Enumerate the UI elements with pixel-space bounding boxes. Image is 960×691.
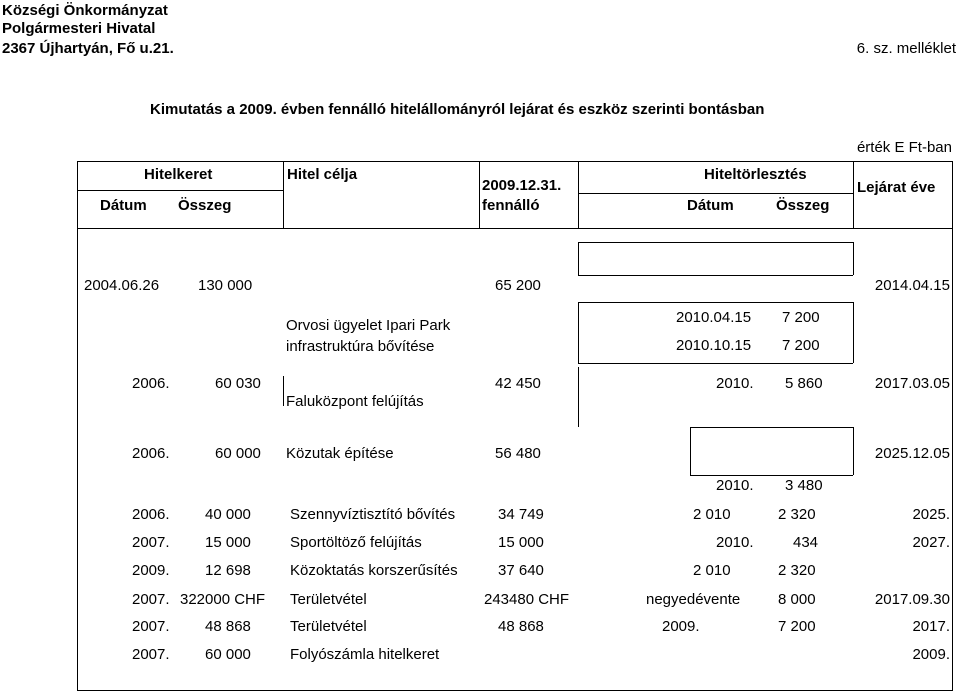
unit-label: érték E Ft-ban: [856, 139, 952, 156]
cell-lejarat: 2027.: [912, 534, 950, 551]
cell-lejarat: 2025.: [912, 506, 950, 523]
cell-lejarat: 2017.03.05: [874, 375, 950, 392]
cell-torl-datum: 2010.10.15: [676, 337, 752, 354]
cell-cel: Folyószámla hitelkeret: [290, 646, 440, 663]
cell-torl-osszeg: 434: [793, 534, 819, 551]
cell-datum: 2006.: [132, 375, 170, 392]
cell-datum: 2006.: [132, 445, 170, 462]
cell-torl-osszeg: 7 200: [778, 618, 816, 635]
cell-datum: 2009.: [132, 562, 170, 579]
cell-cel: Sportöltöző felújítás: [290, 534, 422, 551]
cell-osszeg: 60 000: [205, 646, 251, 663]
cell-torl-datum: 2010.: [716, 375, 754, 392]
cell-torl-datum: 2 010: [693, 506, 731, 523]
cell-torl-datum: 2010.: [716, 477, 754, 494]
cell-datum: 2007.: [132, 591, 170, 608]
col-osszeg: Összeg: [178, 197, 232, 214]
col-torl-osszeg: Összeg: [776, 197, 830, 214]
col-hitel-celja: Hitel célja: [287, 166, 358, 183]
cell-torl-datum: negyedévente: [646, 591, 741, 608]
cell-torl-osszeg: 7 200: [782, 309, 820, 326]
cell-lejarat: 2017.: [912, 618, 950, 635]
cell-fennallo: 48 868: [498, 618, 544, 635]
cell-fennallo: 56 480: [495, 445, 541, 462]
cell-torl-datum: 2 010: [693, 562, 731, 579]
col-hiteltorlesztes: Hiteltörlesztés: [704, 166, 807, 183]
col-lejarat: Lejárat éve: [857, 179, 936, 196]
cell-osszeg: 12 698: [205, 562, 251, 579]
org-office: Polgármesteri Hivatal: [2, 20, 156, 37]
cell-cel: Területvétel: [290, 591, 367, 608]
cell-datum: 2007.: [132, 618, 170, 635]
col-torl-datum: Dátum: [687, 197, 734, 214]
cell-lejarat: 2025.12.05: [874, 445, 950, 462]
org-address: 2367 Újhartyán, Fő u.21.: [2, 40, 174, 57]
cell-fennallo: 65 200: [495, 277, 541, 294]
col-hitelkeret: Hitelkeret: [144, 166, 213, 183]
cell-torl-osszeg: 2 320: [778, 506, 816, 523]
cell-osszeg: 48 868: [205, 618, 251, 635]
cell-cel: Területvétel: [290, 618, 367, 635]
cell-torl-datum: 2010.: [716, 534, 754, 551]
cell-fennallo: 15 000: [498, 534, 544, 551]
cell-fennallo: 243480 CHF: [484, 591, 570, 608]
cell-osszeg: 130 000: [198, 277, 253, 294]
col-fennallo: fennálló: [482, 197, 540, 214]
cell-lejarat: 2017.09.30: [874, 591, 950, 608]
cell-lejarat: 2014.04.15: [874, 277, 950, 294]
cell-torl-osszeg: 5 860: [785, 375, 823, 392]
cell-torl-osszeg: 8 000: [778, 591, 816, 608]
cell-torl-datum: 2010.04.15: [676, 309, 752, 326]
cell-cel: Közoktatás korszerűsítés: [290, 562, 458, 579]
cell-osszeg: 60 000: [215, 445, 261, 462]
page-title: Kimutatás a 2009. évben fennálló hitelállományról lejárat és eszköz szerinti bontásban: [150, 101, 765, 118]
cell-osszeg: 15 000: [205, 534, 251, 551]
cell-torl-osszeg: 7 200: [782, 337, 820, 354]
cell-datum: 2007.: [132, 534, 170, 551]
cell-lejarat: 2009.: [912, 646, 950, 663]
col-fennallo-date: 2009.12.31.: [482, 177, 562, 194]
cell-datum: 2004.06.26: [84, 277, 160, 294]
cell-torl-osszeg: 3 480: [785, 477, 823, 494]
cell-datum: 2006.: [132, 506, 170, 523]
cell-torl-osszeg: 2 320: [778, 562, 816, 579]
cell-cel: infrastruktúra bővítése: [286, 338, 435, 355]
cell-fennallo: 42 450: [495, 375, 541, 392]
cell-osszeg: 322000 CHF: [180, 591, 266, 608]
cell-osszeg: 40 000: [205, 506, 251, 523]
org-name: Községi Önkormányzat: [2, 2, 168, 19]
cell-cel: Orvosi ügyelet Ipari Park: [286, 317, 451, 334]
cell-fennallo: 37 640: [498, 562, 544, 579]
cell-cel: Faluközpont felújítás: [286, 393, 424, 410]
cell-fennallo: 34 749: [498, 506, 544, 523]
cell-datum: 2007.: [132, 646, 170, 663]
cell-cel: Közutak építése: [286, 445, 394, 462]
cell-torl-datum: 2009.: [662, 618, 700, 635]
cell-cel: Szennyvíztisztító bővítés: [290, 506, 456, 523]
col-datum: Dátum: [100, 197, 147, 214]
annex-label: 6. sz. melléklet: [856, 40, 956, 57]
cell-osszeg: 60 030: [215, 375, 261, 392]
